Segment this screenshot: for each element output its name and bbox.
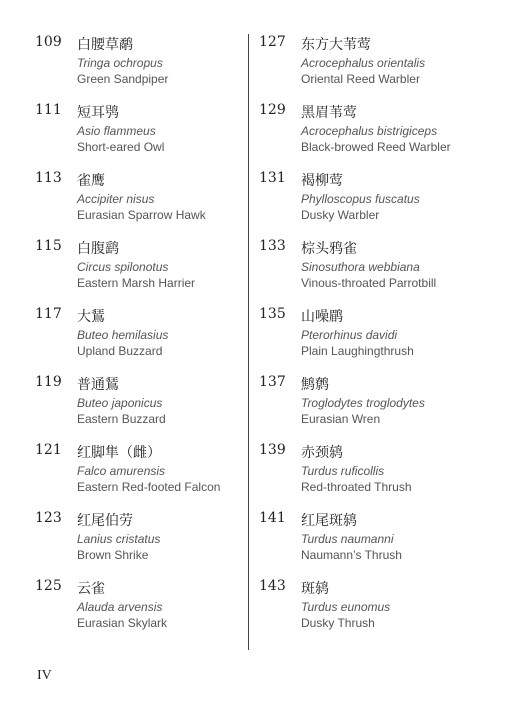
- entry-latin-name: Pterorhinus davidi: [301, 328, 398, 342]
- entry-english-name: Short-eared Owl: [77, 140, 165, 154]
- entry-chinese-name: 大鵟: [77, 309, 105, 325]
- entry-english-name: Eastern Marsh Harrier: [77, 276, 196, 290]
- index-entry: [35, 578, 240, 646]
- entry-english-name: Brown Shrike: [77, 548, 149, 562]
- entry-english-name: Eurasian Skylark: [77, 616, 168, 630]
- entry-chinese-name: 东方大苇莺: [301, 37, 371, 53]
- entry-english-name: Eastern Buzzard: [77, 412, 166, 426]
- entry-english-name: Naumann’s Thrush: [301, 548, 402, 562]
- entry-chinese-name: 白腰草鹬: [77, 37, 133, 53]
- index-entry: [35, 102, 240, 170]
- entry-chinese-name: 红脚隼（雌）: [77, 445, 161, 461]
- entry-english-name: Vinous-throated Parrotbill: [301, 276, 437, 290]
- entry-page-number: 115: [35, 238, 62, 254]
- entry-latin-name: Alauda arvensis: [77, 600, 163, 614]
- index-entry: [259, 510, 489, 578]
- index-entry: [35, 238, 240, 306]
- entry-english-name: Eurasian Sparrow Hawk: [77, 208, 206, 222]
- entry-english-name: Eastern Red-footed Falcon: [77, 480, 221, 494]
- entry-latin-name: Turdus eunomus: [301, 600, 391, 614]
- entry-chinese-name: 雀鹰: [77, 173, 105, 189]
- entry-latin-name: Falco amurensis: [77, 464, 166, 478]
- entry-chinese-name: 黑眉苇莺: [301, 105, 357, 121]
- entry-english-name: Eurasian Wren: [301, 412, 381, 426]
- index-entry: [35, 442, 240, 510]
- entry-latin-name: Lanius cristatus: [77, 532, 161, 546]
- entry-chinese-name: 赤颈鸫: [301, 445, 343, 461]
- entry-page-number: 127: [259, 34, 286, 50]
- entry-page-number: 117: [35, 306, 62, 322]
- entry-chinese-name: 鹪鹩: [301, 377, 329, 393]
- entry-latin-name: Acrocephalus orientalis: [301, 56, 426, 70]
- entry-page-number: 121: [35, 442, 62, 458]
- entry-latin-name: Tringa ochropus: [77, 56, 163, 70]
- index-right-column: [259, 34, 489, 646]
- entry-page-number: 131: [259, 170, 286, 186]
- entry-latin-name: Acrocephalus bistrigiceps: [301, 124, 438, 138]
- entry-english-name: Dusky Thrush: [301, 616, 375, 630]
- entry-english-name: Black-browed Reed Warbler: [301, 140, 451, 154]
- index-entry: [35, 306, 240, 374]
- entry-latin-name: Circus spilonotus: [77, 260, 169, 274]
- entry-latin-name: Troglodytes troglodytes: [301, 396, 425, 410]
- entry-chinese-name: 云雀: [77, 581, 105, 597]
- entry-english-name: Dusky Warbler: [301, 208, 380, 222]
- entry-page-number: 139: [259, 442, 286, 458]
- entry-english-name: Oriental Reed Warbler: [301, 72, 420, 86]
- entry-english-name: Upland Buzzard: [77, 344, 163, 358]
- index-left-column: [35, 34, 240, 646]
- page-number: IV: [37, 668, 52, 683]
- entry-chinese-name: 红尾斑鸫: [301, 513, 357, 529]
- entry-page-number: 119: [35, 374, 62, 390]
- entry-latin-name: Buteo hemilasius: [77, 328, 169, 342]
- entry-page-number: 111: [35, 102, 62, 118]
- index-entry: [259, 374, 489, 442]
- index-entry: [35, 170, 240, 238]
- entry-english-name: Green Sandpiper: [77, 72, 169, 86]
- entry-latin-name: Asio flammeus: [77, 124, 156, 138]
- entry-latin-name: Accipiter nisus: [77, 192, 155, 206]
- index-entry: [35, 510, 240, 578]
- entry-chinese-name: 普通鵟: [77, 377, 119, 393]
- entry-page-number: 125: [35, 578, 62, 594]
- entry-english-name: Red-throated Thrush: [301, 480, 412, 494]
- entry-page-number: 137: [259, 374, 286, 390]
- index-entry: [259, 170, 489, 238]
- entry-page-number: 123: [35, 510, 62, 526]
- entry-page-number: 109: [35, 34, 62, 50]
- index-entry: [259, 34, 489, 102]
- index-entry: [259, 238, 489, 306]
- index-entry: [35, 374, 240, 442]
- entry-page-number: 129: [259, 102, 286, 118]
- column-divider: [248, 34, 249, 650]
- entry-latin-name: Phylloscopus fuscatus: [301, 192, 420, 206]
- entry-page-number: 141: [259, 510, 286, 526]
- entry-page-number: 133: [259, 238, 286, 254]
- entry-chinese-name: 斑鸫: [301, 581, 329, 597]
- index-entry: [35, 34, 240, 102]
- index-entry: [259, 306, 489, 374]
- entry-page-number: 113: [35, 170, 62, 186]
- entry-latin-name: Buteo japonicus: [77, 396, 163, 410]
- entry-chinese-name: 棕头鸦雀: [301, 241, 357, 257]
- entry-chinese-name: 褐柳莺: [301, 173, 343, 189]
- index-entry: [259, 102, 489, 170]
- entry-latin-name: Turdus ruficollis: [301, 464, 385, 478]
- entry-chinese-name: 白腹鹞: [77, 241, 119, 257]
- entry-chinese-name: 山噪鹛: [301, 309, 343, 325]
- entry-chinese-name: 红尾伯劳: [77, 513, 133, 529]
- index-entry: [259, 578, 489, 646]
- entry-english-name: Plain Laughingthrush: [301, 344, 414, 358]
- entry-latin-name: Sinosuthora webbiana: [301, 260, 420, 274]
- entry-chinese-name: 短耳鸮: [77, 105, 119, 121]
- entry-latin-name: Turdus naumanni: [301, 532, 394, 546]
- index-entry: [259, 442, 489, 510]
- entry-page-number: 143: [259, 578, 286, 594]
- entry-page-number: 135: [259, 306, 286, 322]
